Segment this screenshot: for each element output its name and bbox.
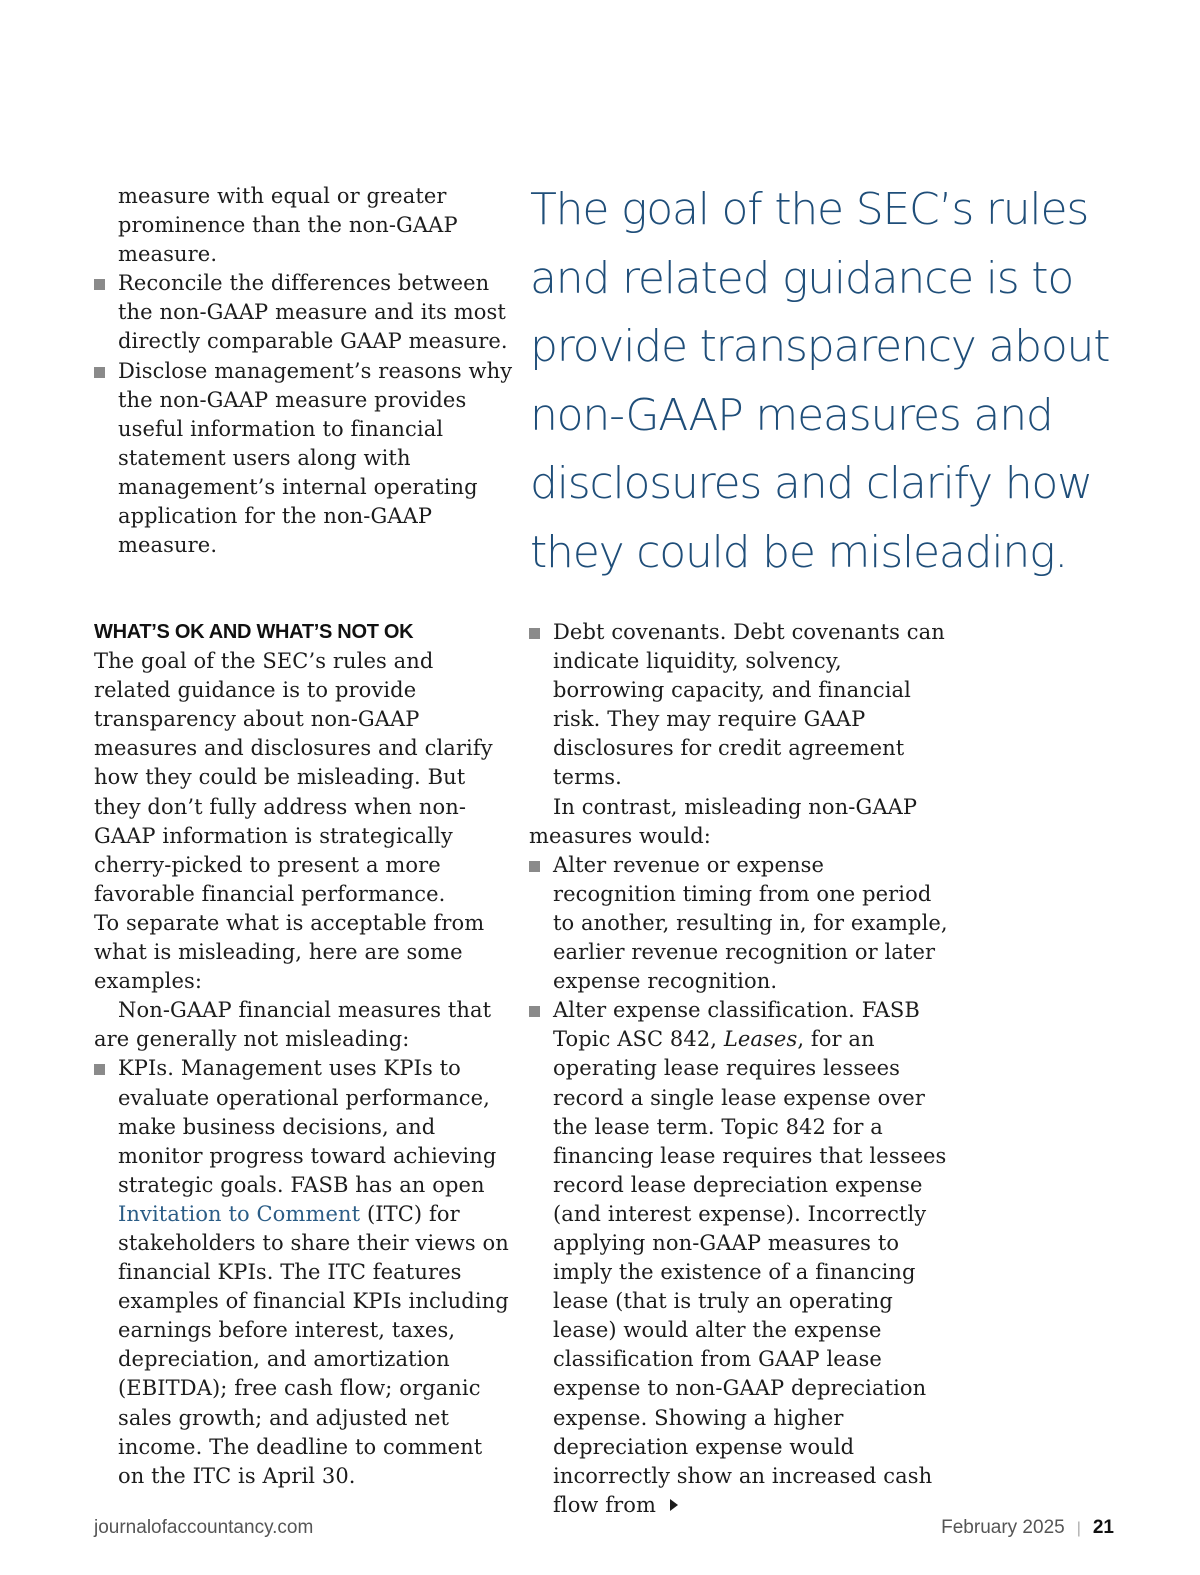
page-number: 21 — [1092, 1517, 1114, 1538]
square-bullet-icon — [94, 279, 105, 290]
body-paragraph: In contrast, misleading non-GAAP measures would: — [529, 794, 918, 848]
list-item: Reconcile the differences between the non-GAAP measure and its most directly comparable GAAP measure. — [94, 269, 514, 356]
footer-date-page — [941, 1517, 1114, 1539]
list-item-debt-covenants: Debt covenants. Debt covenants can indicate liquidity, solvency, borrowing capacity, and financial risk. They may require GAAP disclosures for credit agreement terms. — [529, 618, 949, 793]
left-column-top — [94, 182, 514, 560]
body-paragraph: Non-GAAP financial measures that are generally not misleading: — [94, 998, 492, 1052]
page-footer — [94, 1517, 1114, 1543]
requirements-list — [94, 269, 514, 560]
list-item-kpis: KPIs. Management uses KPIs to evaluate operational performance, make business decisions, and monitor progress toward achieving strategic goals. FASB has an open Invitation to Comment (ITC) for stakeholders to share their views on financial KPIs. The ITC features examples of financial KPIs including earnings before interest, taxes, depreciation, and amortization (EBITDA); free cash flow; organic sales growth; and adjusted net income. The deadline to comment on the ITC is April 30. — [94, 1054, 514, 1490]
not-misleading-list-continued — [529, 618, 949, 793]
not-misleading-list — [94, 1054, 514, 1490]
list-item-recognition-timing: Alter revenue or expense recognition timing from one period to another, resulting in, for example, earlier revenue recognition or later expense recognition. — [529, 851, 949, 996]
section-heading: WHAT’S OK AND WHAT’S NOT OK — [94, 621, 414, 643]
invitation-to-comment-link[interactable]: Invitation to Comment — [118, 1201, 361, 1226]
left-column-bottom — [94, 618, 514, 1491]
square-bullet-icon — [94, 367, 105, 378]
footer-date: February 2025 — [941, 1517, 1065, 1538]
body-paragraph: To separate what is acceptable from what is misleading, here are some examples: — [94, 910, 485, 994]
body-paragraph: The goal of the SEC’s rules and related guidance is to provide transparency about non-GAAP measures and disclosures and clarify how they could be misleading. But they don’t fully address when non-GAAP information is strategically cherry-picked to present a more favorable financial performance. — [94, 649, 493, 906]
square-bullet-icon — [94, 1064, 105, 1075]
list-item-expense-classification: Alter expense classification. FASB Topic ASC 842, Leases, for an operating lease requires lessees record a single lease expense over the lease term. Topic 842 for a financing lease requires that lessees record lease depreciation expense (and interest expense). Incorrectly applying non-GAAP measures to imply the existence of a financing lease (that is truly an operating lease) would alter the expense classification from GAAP lease expense to non-GAAP depreciation expense. Showing a higher depreciation expense would incorrectly show an increased cash flow from — [529, 996, 949, 1520]
continue-arrow-icon — [670, 1499, 678, 1511]
list-item: Disclose management’s reasons why the non-GAAP measure provides useful information to financial statement users along with management’s internal operating application for the non-GAAP measure. — [94, 357, 514, 561]
square-bullet-icon — [529, 628, 540, 639]
footer-site[interactable]: journalofaccountancy.com — [94, 1517, 314, 1538]
pull-quote: The goal of the SEC’s rules and related guidance is to provide transparency about non-GAAP measures and disclosures and clarify how they could be misleading. — [530, 184, 1110, 578]
footer-separator: | — [1076, 1520, 1081, 1537]
continued-text: measure with equal or greater prominence than the non-GAAP measure. — [118, 184, 458, 267]
square-bullet-icon — [529, 1006, 540, 1017]
right-column-bottom — [529, 618, 949, 1520]
square-bullet-icon — [529, 861, 540, 872]
misleading-list — [529, 851, 949, 1520]
